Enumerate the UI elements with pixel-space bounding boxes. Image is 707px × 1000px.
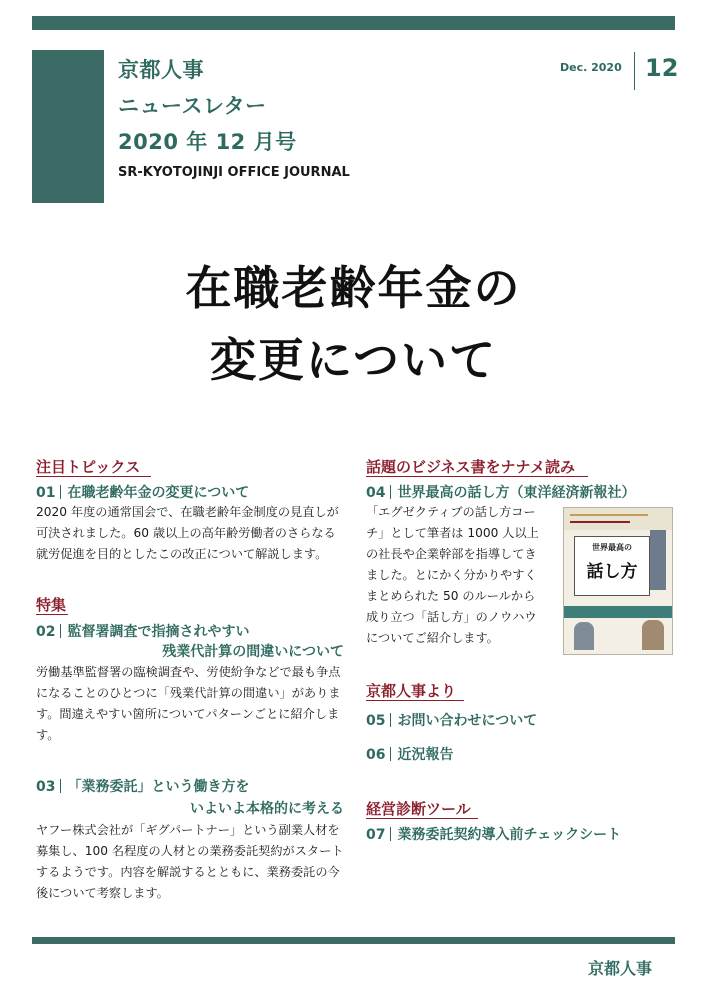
- book-cover-title-small: 世界最高の: [592, 543, 632, 552]
- top-bar: [32, 16, 675, 30]
- section-rule-tools: [366, 818, 478, 819]
- article-title-04[interactable]: [366, 482, 635, 502]
- article-title-03-continued[interactable]: いよいよ本格的に考える: [190, 801, 344, 817]
- divider: [60, 779, 61, 793]
- book-cover-line: [570, 514, 648, 516]
- article-title-02-continued[interactable]: 残業代計算の間違いについて: [162, 644, 344, 660]
- article-number: 06: [366, 747, 386, 763]
- article-number: 03: [36, 779, 56, 795]
- main-headline-line-1: 在職老齢年金の: [185, 261, 522, 315]
- book-cover-figure: [642, 620, 664, 650]
- newsletter-title-line-2: ニュースレター: [118, 94, 267, 118]
- article-title-text: 「業務委託」という働き方を: [67, 779, 250, 795]
- section-heading-kyoto: 京都人事より: [366, 682, 457, 700]
- header-color-block: [32, 50, 104, 203]
- section-heading-tools: 経営診断ツール: [366, 800, 471, 818]
- date-divider: [634, 52, 635, 90]
- article-number: 05: [366, 713, 386, 729]
- article-title-text: お問い合わせについて: [397, 713, 538, 729]
- divider: [390, 713, 391, 727]
- article-body-02: 労働基準監督署の臨検調査や、労使紛争などで最も争点 になることのひとつに「残業代計算の間違い」がありま す。間違えやすい箇所についてパターンごとに紹介しま す。: [36, 665, 341, 742]
- article-number: 07: [366, 827, 386, 843]
- footer-brand: 京都人事: [588, 959, 653, 978]
- section-heading-feature: 特集: [36, 596, 67, 614]
- article-title-text: 在職老齢年金の変更について: [67, 485, 250, 501]
- section-rule-books: [366, 476, 588, 477]
- article-title-text: 世界最高の話し方（東洋経済新報社）: [397, 485, 636, 501]
- issue-date: Dec. 2020: [560, 61, 622, 74]
- article-title-07[interactable]: [366, 824, 621, 844]
- divider: [60, 485, 61, 499]
- book-cover-band: [564, 606, 672, 618]
- article-number: 02: [36, 624, 56, 640]
- article-body-01: 2020 年度の通常国会で、在職老齢年金制度の見直しが 可決されました。60 歳以上の高年齢労働者のさらなる 就労促進を目的としたこの改正について解説します。: [36, 505, 339, 561]
- book-cover-image: [563, 507, 673, 655]
- article-title-06[interactable]: [366, 744, 453, 764]
- article-title-02[interactable]: [36, 621, 249, 641]
- bottom-bar: [32, 937, 675, 944]
- article-title-01[interactable]: [36, 482, 249, 502]
- article-number: 01: [36, 485, 56, 501]
- article-body-04: 「エグゼクティブの話し方コー チ」として筆者は 1000 人以上 の社長や企業幹部を指導してき ました。とにかく分かりやすく まとめられた 50 のルールから 成り立つ「話し方」のノウハウ についてご紹介します。: [366, 505, 539, 645]
- section-heading-books: 話題のビジネス書をナナメ読み: [366, 458, 575, 476]
- book-cover-line: [570, 521, 630, 523]
- article-title-03[interactable]: [36, 776, 249, 796]
- divider: [390, 747, 391, 761]
- section-rule-kyoto: [366, 700, 464, 701]
- article-number: 04: [366, 485, 386, 501]
- article-title-text: 監督署調査で指摘されやすい: [67, 624, 250, 640]
- main-headline-line-2: 変更について: [209, 333, 498, 387]
- article-title-text: 近況報告: [397, 747, 454, 763]
- section-rule-topics: [36, 476, 151, 477]
- article-title-text: 業務委託契約導入前チェックシート: [397, 827, 622, 843]
- divider: [390, 485, 391, 499]
- book-cover-header: [564, 508, 672, 530]
- issue-number: 12: [645, 54, 679, 82]
- book-cover-figure: [574, 622, 594, 650]
- book-cover-title: [574, 536, 650, 596]
- newsletter-subtitle: SR-KYOTOJINJI OFFICE JOURNAL: [118, 165, 350, 180]
- divider: [390, 827, 391, 841]
- article-body-03: ヤフー株式会社が「ギグパートナー」という副業人材を 募集し、100 名程度の人材との業務委託契約がスタート するようです。内容を解説するとともに、業務委託の今 後について考察します。: [36, 823, 344, 900]
- article-title-05[interactable]: [366, 710, 537, 730]
- section-heading-topics: 注目トピックス: [36, 458, 141, 476]
- newsletter-title-line-3: 2020 年 12 月号: [118, 130, 297, 154]
- book-author-photo: [650, 530, 666, 590]
- newsletter-title-line-1: 京都人事: [118, 58, 204, 82]
- divider: [60, 624, 61, 638]
- section-rule-feature: [36, 614, 68, 615]
- book-cover-title-large: 話し方: [586, 562, 638, 582]
